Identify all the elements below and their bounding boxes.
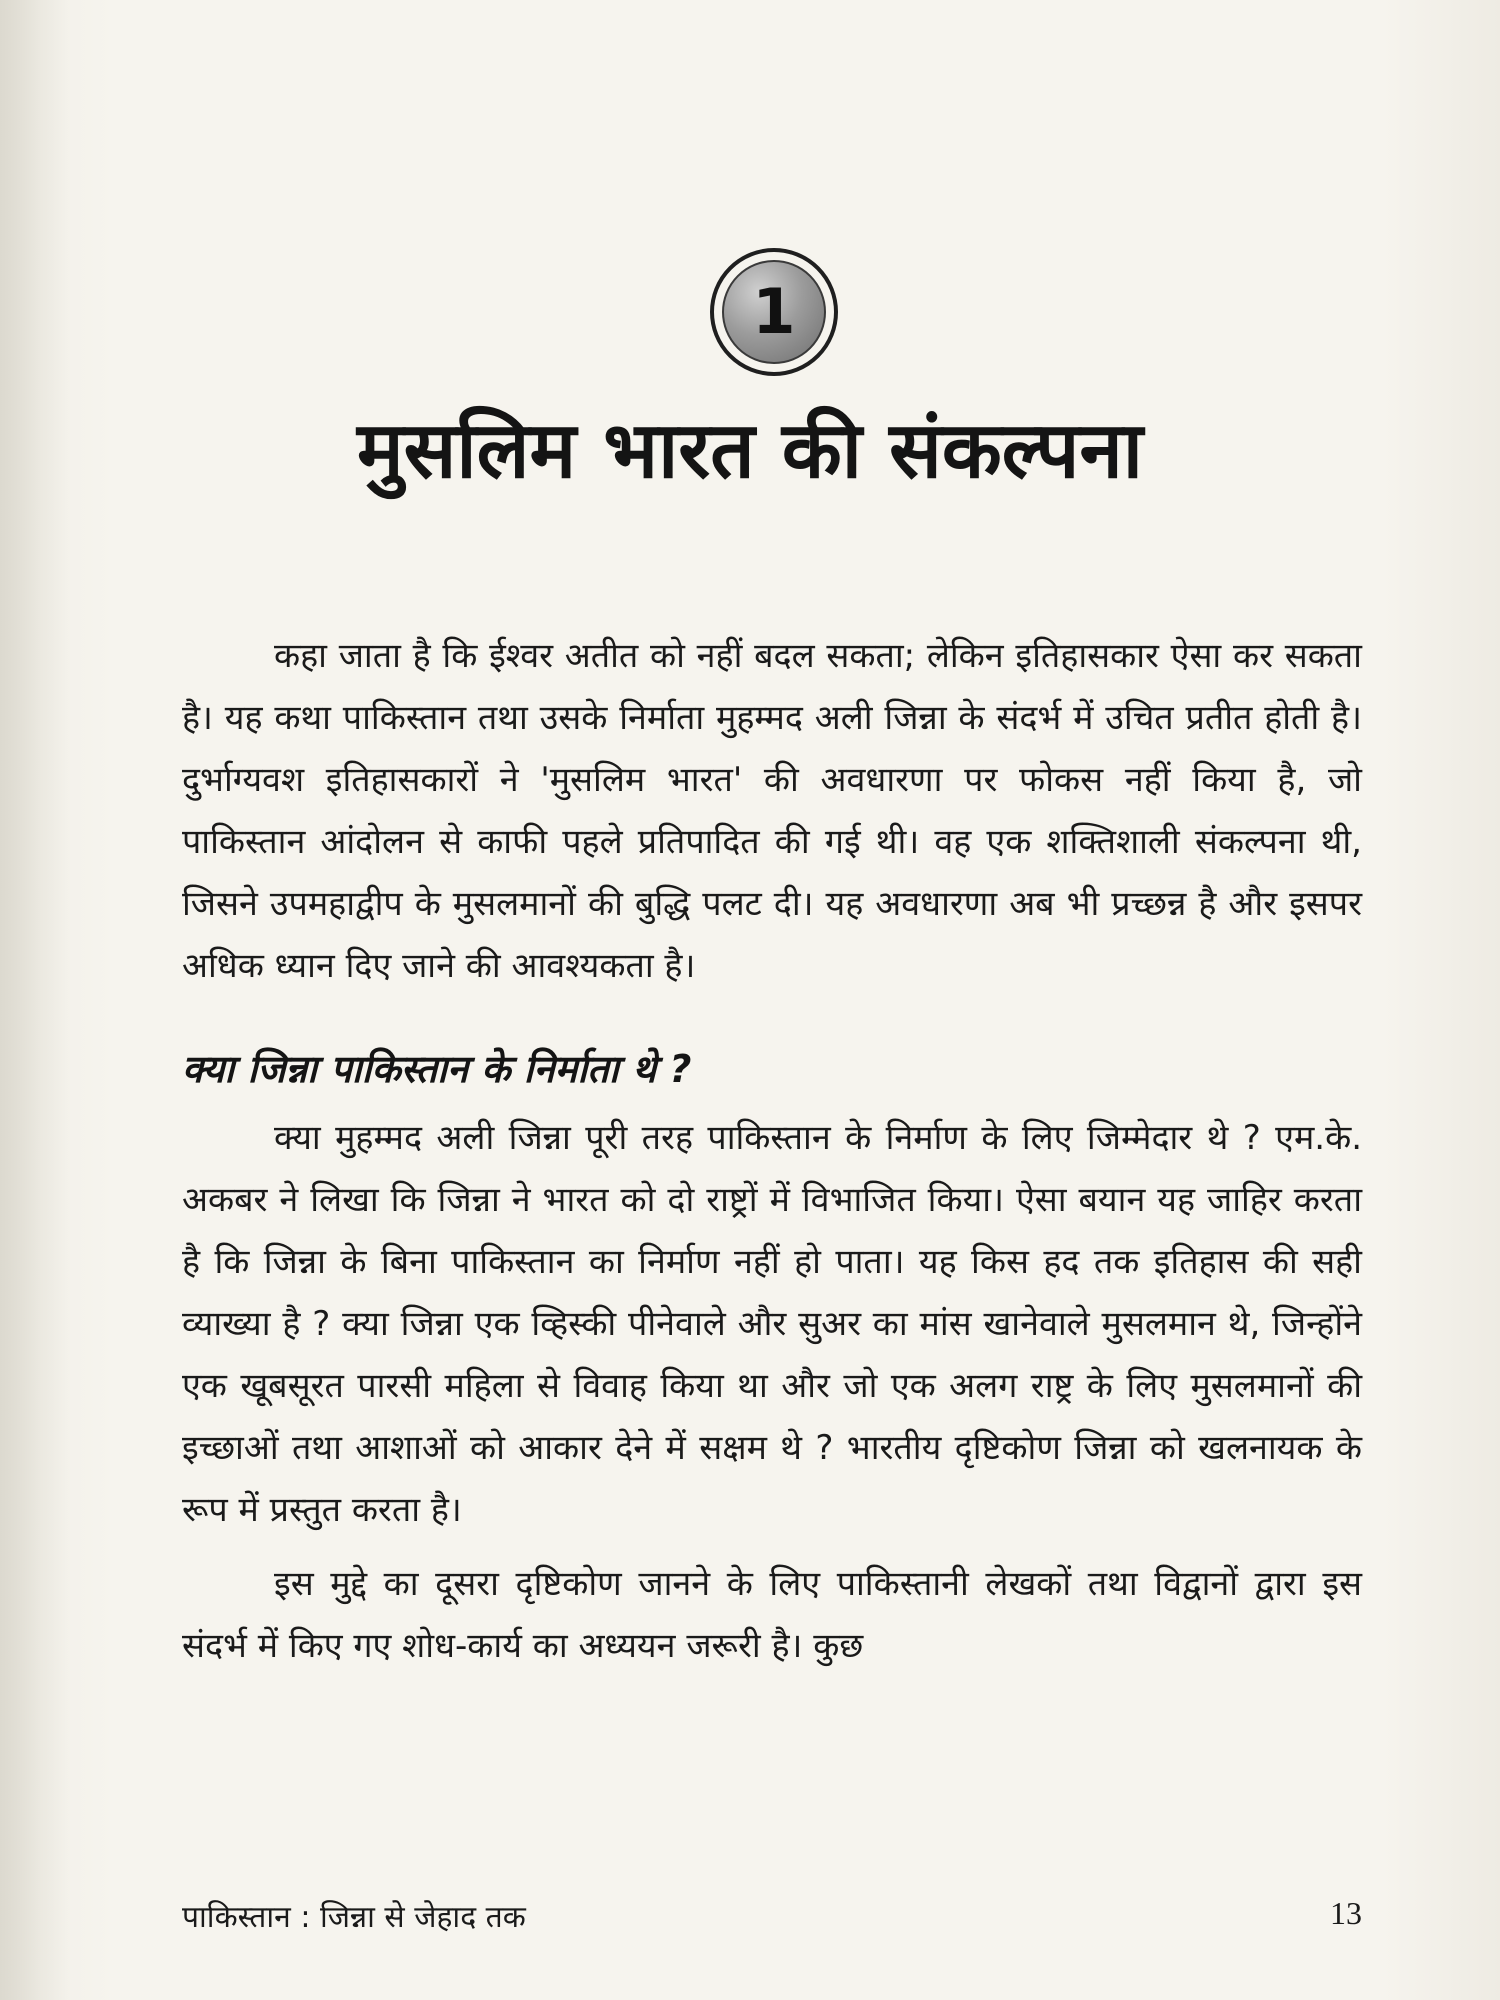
page-body (182, 625, 1362, 1677)
chapter-title: मुसलिम भारत की संकल्पना (357, 406, 1143, 496)
section-heading: क्या जिन्ना पाकिस्तान के निर्माता थे ? (182, 1047, 692, 1091)
page-number: 13 (1330, 1895, 1362, 1931)
body-paragraph: क्या मुहम्मद अली जिन्ना पूरी तरह पाकिस्तान के निर्माण के लिए जिम्मेदार थे ? एम.के. अकबर ने लिखा कि जिन्ना ने भारत को दो राष्ट्रों में विभाजित किया। ऐसा बयान यह जाहिर करता है कि जिन्ना के बिना पाकिस्तान का निर्माण नहीं हो पाता। यह किस हद तक इतिहास की सही व्याख्या है ? क्या जिन्ना एक व्हिस्की पीनेवाले और सुअर का मांस खानेवाले मुसलमान थे, जिन्होंने एक खूबसूरत पारसी महिला से विवाह किया था और जो एक अलग राष्ट्र के लिए मुसलमानों की इच्छाओं तथा आशाओं को आकार देने में सक्षम थे ? भारतीय दृष्टिकोण जिन्ना को खलनायक के रूप में प्रस्तुत करता है। (182, 1118, 1362, 1530)
page-footer (182, 1895, 1362, 1945)
chapter-number-badge (710, 248, 838, 376)
running-footer-title: पाकिस्तान : जिन्ना से जेहाद तक (182, 1900, 526, 1935)
intro-paragraph: कहा जाता है कि ईश्वर अतीत को नहीं बदल सकता; लेकिन इतिहासकार ऐसा कर सकता है। यह कथा पाकिस्तान तथा उसके निर्माता मुहम्मद अली जिन्ना के संदर्भ में उचित प्रतीत होती है। दुर्भाग्यवश इतिहासकारों ने 'मुसलिम भारत' की अवधारणा पर फोकस नहीं किया है, जो पाकिस्तान आंदोलन से काफी पहले प्रतिपादित की गई थी। वह एक शक्तिशाली संकल्पना थी, जिसने उपमहाद्वीप के मुसलमानों की बुद्धि पलट दी। यह अवधारणा अब भी प्रच्छन्न है और इसपर अधिक ध्यान दिए जाने की आवश्यकता है। (182, 636, 1362, 986)
chapter-number: 1 (752, 275, 796, 348)
body-paragraph: इस मुद्दे का दूसरा दृष्टिकोण जानने के लिए पाकिस्तानी लेखकों तथा विद्वानों द्वारा इस संदर्भ में किए गए शोध-कार्य का अध्ययन जरूरी है। कुछ (182, 1564, 1362, 1666)
chapter-badge-disc (722, 260, 826, 364)
binding-shadow (0, 0, 70, 2000)
